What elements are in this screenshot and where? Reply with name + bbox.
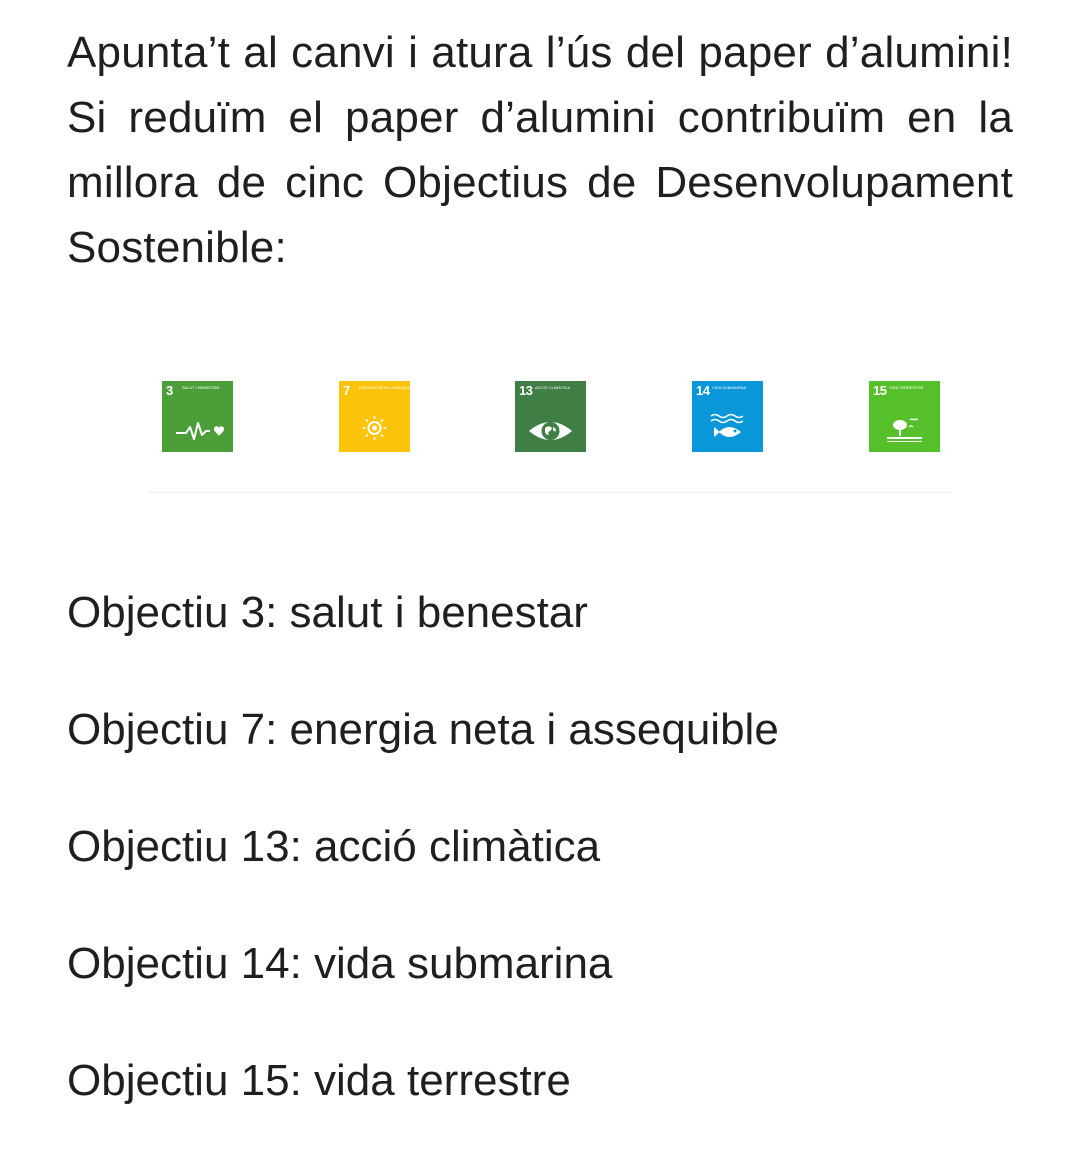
heartbeat-icon xyxy=(162,401,233,451)
goal-item-13: Objectiu 13: acció climàtica xyxy=(67,822,601,871)
sdg-icon-row xyxy=(0,381,1080,453)
sdg-tile-name: SALUT I BENESTAR xyxy=(182,385,220,390)
sdg-tile-7 xyxy=(339,381,417,452)
tree-bird-icon xyxy=(869,401,940,451)
sdg-tile-15 xyxy=(869,381,940,452)
sdg-tile-number: 7 xyxy=(343,383,350,398)
sdg-tile-13 xyxy=(515,381,586,452)
sdg-tile-name: VIDA SUBMARINA xyxy=(712,385,747,390)
goal-list xyxy=(67,580,779,1165)
sdg-tile-number: 15 xyxy=(873,383,887,398)
separator-dots xyxy=(150,492,950,495)
eye-globe-icon xyxy=(515,401,586,451)
sdg-tile-name: VIDA TERRESTRE xyxy=(889,385,924,390)
sdg-tile-3 xyxy=(162,381,233,452)
goal-item-3: Objectiu 3: salut i benestar xyxy=(67,588,588,637)
intro-paragraph: Apunta’t al canvi i atura l’ús del paper d’alumini! Si reduïm el paper d’alumini contribuïm en la millora de cinc Objectius de Desenvolupament Sostenible: xyxy=(67,28,1013,272)
sun-icon xyxy=(339,401,410,451)
sdg-tile-14 xyxy=(692,381,763,452)
goal-item-7: Objectiu 7: energia neta i assequible xyxy=(67,705,779,754)
sdg-tile-number: 3 xyxy=(166,383,173,398)
sdg-tile-number: 13 xyxy=(519,383,533,398)
goal-item-15: Objectiu 15: vida terrestre xyxy=(67,1056,571,1105)
sdg-tile-number: 14 xyxy=(696,383,710,398)
sdg-tile-name: ACCIÓ CLIMÀTICA xyxy=(535,385,571,390)
fish-waves-icon xyxy=(692,401,763,451)
sdg-tile-name: ENERGIA NETA I ASSEQUIBLE xyxy=(359,385,417,390)
goal-item-14: Objectiu 14: vida submarina xyxy=(67,939,613,988)
